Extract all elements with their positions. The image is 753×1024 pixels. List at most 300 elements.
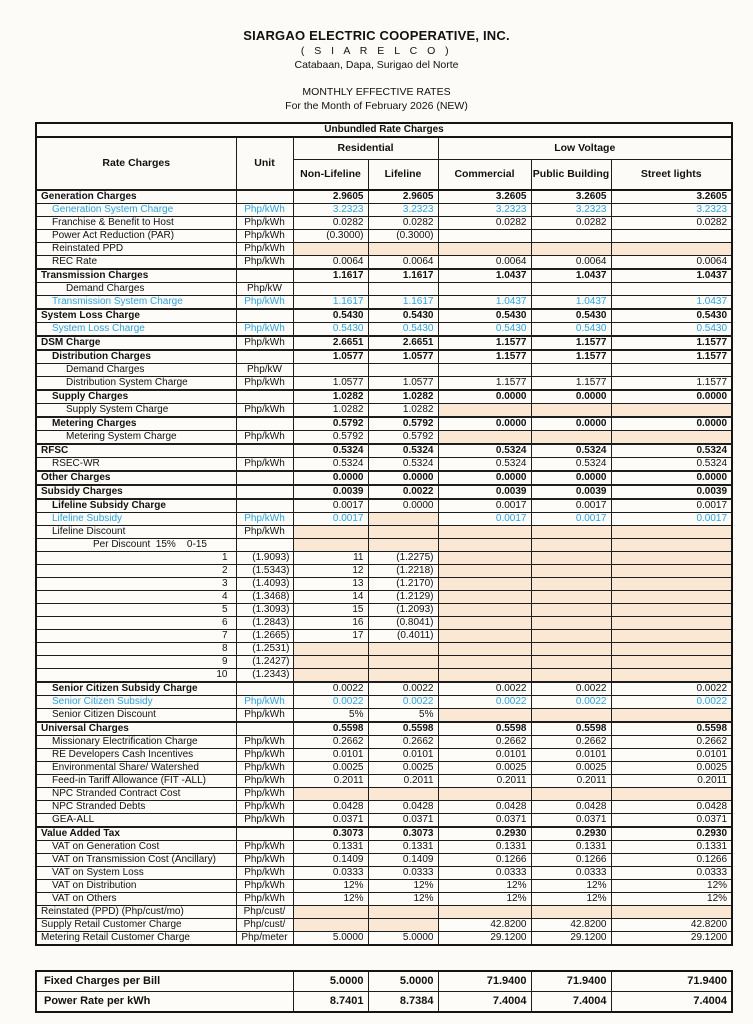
col-group-low-voltage: Low Voltage (438, 137, 732, 160)
table-row (36, 708, 732, 722)
row-unit-cell: Php/kWh (236, 242, 293, 255)
rate-value-cell (611, 229, 732, 242)
row-unit-cell: Php/kWh (236, 708, 293, 722)
rate-value-cell: 14 (293, 590, 368, 603)
rate-value-cell: 1.1617 (293, 295, 368, 309)
rate-value-cell (531, 655, 611, 668)
row-unit-cell: Php/cust/ (236, 918, 293, 931)
row-label-cell: Transmission System Charge (36, 295, 236, 309)
row-unit-cell: Php/kWh (236, 787, 293, 800)
row-label-cell: NPC Stranded Contract Cost (36, 787, 236, 800)
table-row (36, 931, 732, 945)
rate-value-cell (293, 282, 368, 295)
rate-value-cell (293, 538, 368, 551)
rate-value-cell (438, 668, 531, 682)
rate-value-cell: 0.2662 (368, 735, 438, 748)
row-label-cell: Reinstated PPD (36, 242, 236, 255)
row-label-cell: 2 (36, 564, 236, 577)
rate-value-cell (368, 538, 438, 551)
row-label-cell: VAT on System Loss (36, 866, 236, 879)
org-address: Catabaan, Dapa, Surigao del Norte (294, 59, 459, 72)
rate-value-cell (611, 655, 732, 668)
rate-value-cell: 1.1617 (368, 269, 438, 283)
rate-value-cell: 0.0000 (611, 471, 732, 485)
rate-value-cell: 0.5598 (531, 722, 611, 736)
col-header-non-lifeline: Non-Lifeline (293, 159, 368, 190)
rate-value-cell: 0.2662 (293, 735, 368, 748)
rate-value-cell: 1.1577 (438, 350, 531, 364)
table-banner: Unbundled Rate Charges (36, 123, 732, 137)
row-label-cell: Missionary Electrification Charge (36, 735, 236, 748)
rate-value-cell: 1.0437 (438, 269, 531, 283)
rate-value-cell: 0.0282 (611, 216, 732, 229)
rate-value-cell: 1.0577 (293, 376, 368, 390)
row-label-cell: Lifeline Subsidy Charge (36, 499, 236, 513)
rate-value-cell: (0.8041) (368, 616, 438, 629)
row-unit-cell: Php/kWh (236, 295, 293, 309)
table-row (36, 682, 732, 696)
summary-value-cell: 8.7401 (293, 991, 368, 1012)
row-label-cell: VAT on Generation Cost (36, 840, 236, 853)
row-label-cell: Metering System Charge (36, 430, 236, 444)
row-label-cell: RE Developers Cash Incentives (36, 748, 236, 761)
rate-value-cell: 0.0000 (531, 471, 611, 485)
rate-value-cell: 0.5598 (611, 722, 732, 736)
col-header-commercial: Commercial (438, 159, 531, 190)
row-label-cell: DSM Charge (36, 336, 236, 350)
rate-value-cell (438, 363, 531, 376)
rate-value-cell: 1.0282 (293, 403, 368, 417)
rate-value-cell: 12% (293, 879, 368, 892)
rate-value-cell: 0.0039 (531, 485, 611, 499)
rate-value-cell: 0.0371 (531, 813, 611, 827)
rate-value-cell (611, 787, 732, 800)
row-label-cell: Generation Charges (36, 190, 236, 204)
rate-value-cell: 0.0101 (293, 748, 368, 761)
row-unit-cell: Php/kWh (236, 695, 293, 708)
row-unit-cell (236, 350, 293, 364)
rate-value-cell: 0.0282 (531, 216, 611, 229)
row-label-cell: Distribution Charges (36, 350, 236, 364)
row-unit-cell: Php/meter (236, 931, 293, 945)
table-row (36, 616, 732, 629)
rate-value-cell (611, 590, 732, 603)
rate-value-cell: 1.1577 (611, 350, 732, 364)
rate-value-cell: 0.5430 (368, 322, 438, 336)
rate-value-cell: 0.5324 (293, 444, 368, 458)
rate-value-cell: 0.5324 (438, 444, 531, 458)
row-unit-cell: Php/kWh (236, 216, 293, 229)
rate-value-cell (368, 668, 438, 682)
rate-value-cell: 2.9605 (293, 190, 368, 204)
rate-value-cell: 0.0000 (611, 390, 732, 404)
rate-value-cell: 0.2011 (293, 774, 368, 787)
table-row (36, 800, 732, 813)
table-row (36, 577, 732, 590)
row-label-cell: Senior Citizen Subsidy Charge (36, 682, 236, 696)
rate-value-cell (611, 363, 732, 376)
row-label-cell: 4 (36, 590, 236, 603)
rate-value-cell (531, 363, 611, 376)
rate-value-cell: 2.9605 (368, 190, 438, 204)
row-unit-cell: Php/kWh (236, 525, 293, 538)
summary-value-cell: 5.0000 (368, 971, 438, 992)
row-unit-cell: (1.2427) (236, 655, 293, 668)
rate-value-cell (531, 525, 611, 538)
table-row (36, 376, 732, 390)
rate-value-cell: 0.5324 (438, 457, 531, 471)
row-label-cell: Supply System Charge (36, 403, 236, 417)
rate-value-cell: 42.8200 (438, 918, 531, 931)
rate-value-cell (438, 629, 531, 642)
rate-value-cell: 1.0577 (368, 350, 438, 364)
rate-value-cell: 0.1266 (611, 853, 732, 866)
rate-value-cell: (1.2218) (368, 564, 438, 577)
row-label-cell: Environmental Share/ Watershed (36, 761, 236, 774)
rate-value-cell: 0.5324 (368, 444, 438, 458)
table-row (36, 761, 732, 774)
row-unit-cell (236, 827, 293, 841)
rate-value-cell: 3.2323 (293, 203, 368, 216)
rate-value-cell: 0.5792 (368, 417, 438, 431)
rate-value-cell: 12% (531, 892, 611, 905)
rate-value-cell (438, 525, 531, 538)
row-unit-cell: Php/kWh (236, 813, 293, 827)
rate-value-cell: 0.0000 (438, 390, 531, 404)
table-row (36, 695, 732, 708)
table-row (36, 787, 732, 800)
org-abbreviation: ( S I A R E L C O ) (300, 45, 453, 58)
rate-value-cell: 0.5598 (368, 722, 438, 736)
rate-value-cell: 0.1409 (368, 853, 438, 866)
rate-value-cell: 12% (611, 879, 732, 892)
row-unit-cell (236, 499, 293, 513)
rate-value-cell: 15 (293, 603, 368, 616)
row-unit-cell: Php/kWh (236, 879, 293, 892)
row-label-cell: Universal Charges (36, 722, 236, 736)
rate-value-cell: 0.0000 (438, 417, 531, 431)
table-row (36, 590, 732, 603)
rate-value-cell (438, 282, 531, 295)
row-label-cell: Distribution System Charge (36, 376, 236, 390)
col-header-unit: Unit (236, 137, 293, 190)
rate-value-cell: 0.2011 (611, 774, 732, 787)
rate-value-cell (531, 551, 611, 564)
rate-value-cell: (1.2129) (368, 590, 438, 603)
row-label-cell: 8 (36, 642, 236, 655)
row-label-cell: Value Added Tax (36, 827, 236, 841)
rate-value-cell (531, 616, 611, 629)
rate-value-cell (438, 242, 531, 255)
row-unit-cell: Php/kWh (236, 761, 293, 774)
table-row (36, 853, 732, 866)
row-label-cell: Supply Retail Customer Charge (36, 918, 236, 931)
row-unit-cell: Php/kWh (236, 336, 293, 350)
row-label-cell: Feed-in Tariff Allowance (FIT -ALL) (36, 774, 236, 787)
rate-value-cell: 1.0437 (531, 295, 611, 309)
rate-value-cell: 0.5324 (611, 457, 732, 471)
rate-value-cell: 0.0333 (531, 866, 611, 879)
summary-value-cell: 71.9400 (438, 971, 531, 992)
rate-value-cell: 0.0017 (531, 499, 611, 513)
rate-value-cell (293, 918, 368, 931)
rate-value-cell: 0.0101 (368, 748, 438, 761)
rate-value-cell (531, 629, 611, 642)
rate-value-cell: 0.0282 (293, 216, 368, 229)
rate-value-cell: 3.2323 (438, 203, 531, 216)
row-label-cell: Power Act Reduction (PAR) (36, 229, 236, 242)
rate-value-cell: 0.3073 (368, 827, 438, 841)
header-group-row (36, 137, 732, 160)
report-title: MONTHLY EFFECTIVE RATES (302, 85, 451, 98)
table-row (36, 309, 732, 323)
rate-value-cell (531, 905, 611, 918)
rate-value-cell: 0.0000 (531, 390, 611, 404)
rate-value-cell: 29.1200 (611, 931, 732, 945)
rate-value-cell: 0.0025 (293, 761, 368, 774)
table-row (36, 879, 732, 892)
rate-value-cell: 0.0022 (368, 485, 438, 499)
rate-value-cell: 0.0022 (611, 695, 732, 708)
rate-value-cell: 0.5430 (531, 309, 611, 323)
row-label-cell: RSEC-WR (36, 457, 236, 471)
rate-value-cell (611, 616, 732, 629)
row-unit-cell: Php/kWh (236, 255, 293, 269)
row-label-cell: Senior Citizen Subsidy (36, 695, 236, 708)
rate-value-cell: 0.0022 (368, 682, 438, 696)
rate-value-cell: 0.0017 (293, 512, 368, 525)
row-unit-cell (236, 722, 293, 736)
rate-value-cell: 0.5792 (293, 430, 368, 444)
rate-value-cell (438, 403, 531, 417)
rate-value-cell (531, 229, 611, 242)
rate-value-cell (438, 430, 531, 444)
row-unit-cell: (1.2531) (236, 642, 293, 655)
row-unit-cell: Php/kWh (236, 840, 293, 853)
rate-value-cell: 0.0428 (611, 800, 732, 813)
rate-value-cell (438, 787, 531, 800)
rate-value-cell (438, 603, 531, 616)
rate-value-cell: 0.0333 (293, 866, 368, 879)
row-unit-cell: (1.4093) (236, 577, 293, 590)
rate-value-cell (531, 242, 611, 255)
row-label-cell: Other Charges (36, 471, 236, 485)
table-row (36, 538, 732, 551)
rate-value-cell: 0.5792 (368, 430, 438, 444)
row-unit-cell: (1.3093) (236, 603, 293, 616)
table-row (36, 892, 732, 905)
rate-value-cell (531, 403, 611, 417)
table-row (36, 485, 732, 499)
rate-value-cell: 12% (611, 892, 732, 905)
rate-value-cell: 0.0017 (293, 499, 368, 513)
rate-value-cell (293, 905, 368, 918)
row-label-cell: REC Rate (36, 255, 236, 269)
row-unit-cell (236, 190, 293, 204)
rate-value-cell: 0.0101 (611, 748, 732, 761)
rate-value-cell: 0.0371 (611, 813, 732, 827)
rate-value-cell: 12 (293, 564, 368, 577)
rate-value-cell (531, 430, 611, 444)
rate-value-cell: 0.5430 (438, 309, 531, 323)
table-row (36, 918, 732, 931)
rate-value-cell: 3.2323 (531, 203, 611, 216)
rate-value-cell (531, 564, 611, 577)
table-row (36, 269, 732, 283)
summary-body (36, 971, 732, 1012)
table-row (36, 774, 732, 787)
rate-value-cell: 0.5324 (611, 444, 732, 458)
rate-value-cell: 0.0017 (611, 512, 732, 525)
row-label-cell: Demand Charges (36, 282, 236, 295)
rate-value-cell: 0.5324 (531, 444, 611, 458)
rate-value-cell (368, 363, 438, 376)
summary-value-cell: 7.4004 (531, 991, 611, 1012)
rate-value-cell: 0.1331 (368, 840, 438, 853)
rate-value-cell: 0.0022 (293, 682, 368, 696)
rate-value-cell: 5% (368, 708, 438, 722)
row-label-cell: 5 (36, 603, 236, 616)
rate-value-cell: 0.0064 (611, 255, 732, 269)
summary-row (36, 991, 732, 1012)
rate-value-cell: 0.2930 (438, 827, 531, 841)
row-label-cell: Transmission Charges (36, 269, 236, 283)
rate-value-cell: 1.1617 (293, 269, 368, 283)
rate-value-cell (531, 603, 611, 616)
rate-value-cell: 0.0025 (438, 761, 531, 774)
rate-value-cell: 2.6651 (293, 336, 368, 350)
rate-value-cell: 0.0000 (531, 417, 611, 431)
rate-value-cell: 0.0333 (438, 866, 531, 879)
rate-value-cell: 0.0333 (611, 866, 732, 879)
row-unit-cell: Php/kWh (236, 376, 293, 390)
row-label-cell: Franchise & Benefit to Host (36, 216, 236, 229)
rate-value-cell (438, 590, 531, 603)
table-row (36, 564, 732, 577)
rate-value-cell: 0.2011 (531, 774, 611, 787)
rate-value-cell: 0.0022 (531, 682, 611, 696)
row-unit-cell (236, 538, 293, 551)
rate-value-cell: (1.2093) (368, 603, 438, 616)
rate-value-cell: 0.0022 (293, 695, 368, 708)
table-row (36, 363, 732, 376)
rate-value-cell: 0.2011 (368, 774, 438, 787)
table-row (36, 866, 732, 879)
row-unit-cell: Php/kWh (236, 322, 293, 336)
row-label-cell: GEA-ALL (36, 813, 236, 827)
document-header (0, 0, 753, 113)
rate-value-cell: 0.2930 (531, 827, 611, 841)
row-unit-cell: Php/kWh (236, 774, 293, 787)
rate-value-cell: 0.5430 (368, 309, 438, 323)
row-unit-cell: Php/kWh (236, 853, 293, 866)
row-unit-cell (236, 485, 293, 499)
rate-value-cell: 0.0428 (531, 800, 611, 813)
row-label-cell: Subsidy Charges (36, 485, 236, 499)
rate-value-cell: 0.0017 (611, 499, 732, 513)
rate-value-cell (531, 642, 611, 655)
rate-value-cell (293, 363, 368, 376)
row-unit-cell: Php/kWh (236, 892, 293, 905)
rate-value-cell (293, 642, 368, 655)
rate-value-cell: 0.2662 (611, 735, 732, 748)
rate-value-cell: 29.1200 (438, 931, 531, 945)
rate-value-cell: 12% (438, 892, 531, 905)
table-row (36, 295, 732, 309)
rate-value-cell (438, 708, 531, 722)
rate-value-cell: 0.0333 (368, 866, 438, 879)
row-unit-cell (236, 309, 293, 323)
rate-value-cell: (0.4011) (368, 629, 438, 642)
rate-value-cell (531, 590, 611, 603)
row-unit-cell: Php/kWh (236, 229, 293, 242)
rate-value-cell (293, 668, 368, 682)
rate-value-cell: 0.5324 (531, 457, 611, 471)
rate-value-cell: 0.0000 (611, 417, 732, 431)
summary-value-cell: 71.9400 (611, 971, 732, 992)
rate-value-cell (531, 708, 611, 722)
rate-value-cell: 12% (368, 892, 438, 905)
rate-value-cell (611, 551, 732, 564)
rate-value-cell: 0.5430 (293, 309, 368, 323)
rate-value-cell: 0.0025 (531, 761, 611, 774)
rate-value-cell: 1.1577 (611, 336, 732, 350)
rate-value-cell (368, 282, 438, 295)
table-row (36, 525, 732, 538)
summary-value-cell: 7.4004 (611, 991, 732, 1012)
row-unit-cell (236, 444, 293, 458)
rate-value-cell: (1.2170) (368, 577, 438, 590)
rate-value-cell: 0.5430 (293, 322, 368, 336)
rate-value-cell: 0.5598 (438, 722, 531, 736)
table-row (36, 668, 732, 682)
rate-value-cell: 1.1577 (438, 336, 531, 350)
rate-value-cell: 3.2323 (611, 203, 732, 216)
row-label-cell: Metering Retail Customer Charge (36, 931, 236, 945)
rate-value-cell: 0.0025 (611, 761, 732, 774)
table-row (36, 722, 732, 736)
rate-value-cell: 1.1617 (368, 295, 438, 309)
rate-value-cell: (0.3000) (293, 229, 368, 242)
rate-value-cell: 0.0064 (293, 255, 368, 269)
rate-value-cell (293, 525, 368, 538)
summary-value-cell: 7.4004 (438, 991, 531, 1012)
summary-value-cell: 8.7384 (368, 991, 438, 1012)
summary-table (35, 970, 733, 1013)
rate-value-cell (611, 403, 732, 417)
rate-value-cell: 0.0025 (368, 761, 438, 774)
rate-value-cell: 3.2323 (368, 203, 438, 216)
row-unit-cell: (1.2843) (236, 616, 293, 629)
row-label-cell: 3 (36, 577, 236, 590)
rate-value-cell (438, 616, 531, 629)
rate-value-cell (611, 905, 732, 918)
col-header-public-building: Public Building (531, 159, 611, 190)
row-unit-cell: (1.2343) (236, 668, 293, 682)
rate-value-cell: 0.0017 (531, 512, 611, 525)
row-label-cell: RFSC (36, 444, 236, 458)
rate-value-cell: 12% (293, 892, 368, 905)
rate-value-cell: 3.2605 (531, 190, 611, 204)
row-unit-cell: Php/kWh (236, 735, 293, 748)
table-row (36, 840, 732, 853)
table-row (36, 322, 732, 336)
rate-value-cell: 17 (293, 629, 368, 642)
rate-value-cell (438, 642, 531, 655)
rate-value-cell: 0.5324 (293, 457, 368, 471)
rate-value-cell (368, 655, 438, 668)
rate-value-cell: 0.1331 (611, 840, 732, 853)
